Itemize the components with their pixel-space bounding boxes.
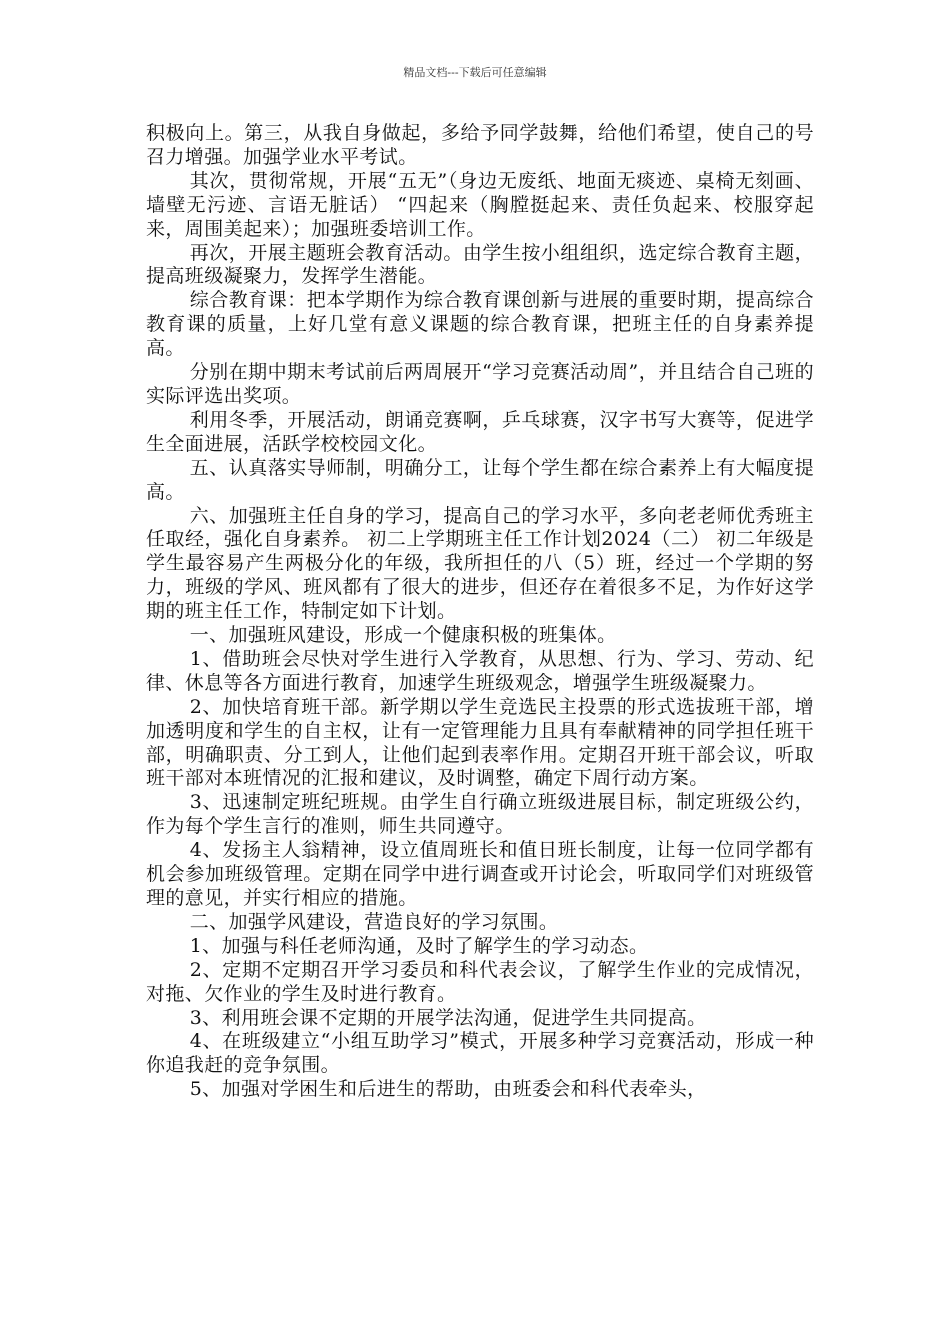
page-header: 精品文档---下载后可任意编辑 <box>403 66 547 79</box>
paragraph-13: 4、发扬主人翁精神，设立值周班长和值日班长制度，让每一位同学都有机会参加班级管理。定期在同学中进行调查或开讨论会，听取同学们对班级管理的意见，并实行相应的措施。 <box>146 839 814 909</box>
paragraph-4: 综合教育课：把本学期作为综合教育课创新与进展的重要时期，提高综合教育课的质量，上好几堂有意义课题的综合教育课，把班主任的自身素养提高。 <box>146 289 814 360</box>
paragraph-9: 一、加强班风建设，形成一个健康积极的班集体。 <box>189 624 617 647</box>
paragraph-5: 分别在期中期末考试前后两周展开“学习竞赛活动周”，并且结合自己班的实际评选出奖项。 <box>146 361 814 407</box>
paragraph-11: 2、加快培育班干部。新学期以学生竞选民主投票的形式选拔班干部，增加透明度和学生的自主权，让有一定管理能力且具有奉献精神的同学担任班干部，明确职责、分工到人，让他们起到表率作用。定期召开班干部会议，听取班干部对本班情况的汇报和建议，及时调整，确定下周行动方案。 <box>146 695 814 790</box>
paragraph-19: 5、加强对学困生和后进生的帮助，由班委会和科代表牵头， <box>189 1078 707 1101</box>
paragraph-8: 六、加强班主任自身的学习，提高自己的学习水平，多向老老师优秀班主任取经，强化自身素养。 初二上学期班主任工作计划2024（二） 初二年级是学生最容易产生两极分化的年级，我所担任的八（5）班，经过一个学期的努力，班级的学风、班风都有了很大的进步，但还存在着很多不足，为作好这学期的班主任工作，特制定如下计划。 <box>146 504 814 623</box>
paragraph-3: 再次，开展主题班会教育活动。由学生按小组组织，选定综合教育主题，提高班级凝聚力，发挥学生潜能。 <box>146 241 814 288</box>
paragraph-10: 1、借助班会尽快对学生进行入学教育，从思想、行为、学习、劳动、纪律、休息等各方面进行教育，加速学生班级观念，增强学生班级凝聚力。 <box>146 647 814 694</box>
paragraph-18: 4、在班级建立“小组互助学习”模式，开展多种学习竞赛活动，形成一种你追我赶的竞争氛围。 <box>146 1030 814 1077</box>
paragraph-2: 其次，贯彻常规，开展“五无”（身边无废纸、地面无痰迹、桌椅无刻画、墙壁无污迹、言语无脏话） “四起来（胸膛挺起来、责任负起来、校服穿起来，周围美起来）；加强班委培训工作。 <box>146 169 814 240</box>
paragraph-17: 3、利用班会课不定期的开展学法沟通，促进学生共同提高。 <box>189 1006 707 1029</box>
paragraph-6: 利用冬季，开展活动，朗诵竞赛啊，乒乓球赛，汉字书写大赛等，促进学生全面进展，活跃学校校园文化。 <box>146 408 814 455</box>
paragraph-7: 五、认真落实导师制，明确分工，让每个学生都在综合素养上有大幅度提高。 <box>146 456 814 503</box>
paragraph-15: 1、加强与科任老师沟通，及时了解学生的学习动态。 <box>189 934 649 957</box>
paragraph-14: 二、加强学风建设，营造良好的学习氛围。 <box>189 910 559 933</box>
paragraph-12: 3、迅速制定班纪班规。由学生自行确立班级进展目标，制定班级公约，作为每个学生言行的准则，师生共同遵守。 <box>146 791 814 838</box>
paragraph-1: 积极向上。第三，从我自身做起，多给予同学鼓舞，给他们希望，使自己的号召力增强。加强学业水平考试。 <box>146 122 814 168</box>
document-body <box>146 122 814 1102</box>
paragraph-16: 2、定期不定期召开学习委员和科代表会议，了解学生作业的完成情况，对拖、欠作业的学生及时进行教育。 <box>146 958 814 1005</box>
